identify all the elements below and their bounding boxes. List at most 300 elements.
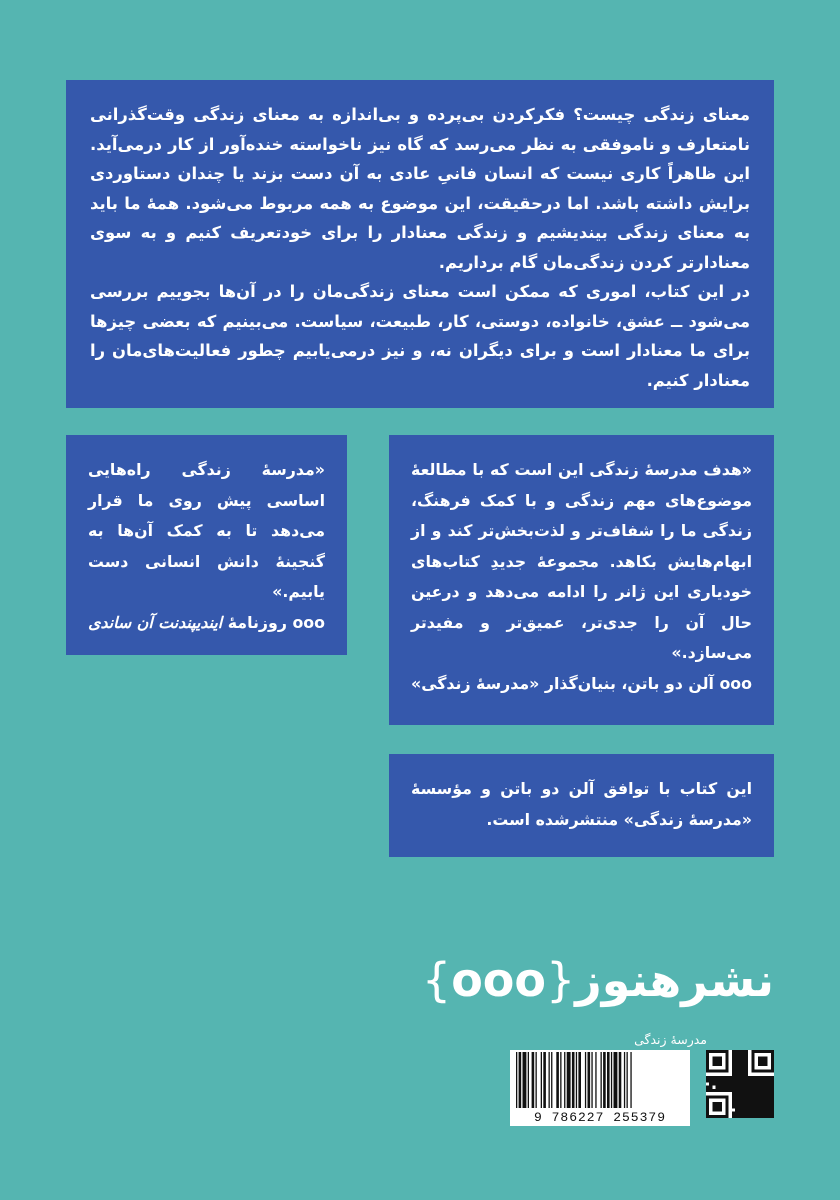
qr-module <box>732 1079 735 1082</box>
qr-module <box>758 1086 761 1089</box>
qr-module <box>735 1112 738 1115</box>
qr-module <box>719 1105 722 1108</box>
barcode-bar <box>516 1052 517 1108</box>
qr-module <box>761 1050 764 1053</box>
qr-module <box>722 1089 725 1092</box>
qr-module <box>735 1115 738 1118</box>
qr-module <box>768 1092 771 1095</box>
qr-module <box>764 1082 767 1085</box>
qr-module <box>768 1076 771 1079</box>
qr-module <box>716 1086 719 1089</box>
qr-module <box>761 1056 764 1059</box>
qr-module <box>755 1105 758 1108</box>
qr-module <box>742 1112 745 1115</box>
qr-module <box>706 1115 709 1118</box>
qr-module <box>712 1082 715 1085</box>
qr-module <box>768 1112 771 1115</box>
quote-de-botton-attribution: ooo آلن دو باتن، بنیان‌گذار «مدرسهٔ زندگی» <box>411 673 752 693</box>
qr-module <box>764 1069 767 1072</box>
qr-module <box>758 1089 761 1092</box>
qr-module <box>742 1063 745 1066</box>
qr-module <box>716 1082 719 1085</box>
qr-module <box>764 1092 767 1095</box>
qr-module <box>745 1102 748 1105</box>
qr-module <box>738 1053 741 1056</box>
qr-module <box>771 1095 774 1098</box>
qr-module <box>742 1105 745 1108</box>
qr-module <box>764 1095 767 1098</box>
qr-module <box>745 1115 748 1118</box>
qr-module <box>761 1112 764 1115</box>
qr-module <box>771 1082 774 1085</box>
qr-module <box>732 1089 735 1092</box>
qr-module <box>732 1056 735 1059</box>
qr-module <box>738 1112 741 1115</box>
qr-module <box>725 1079 728 1082</box>
qr-module <box>761 1108 764 1111</box>
qr-module <box>768 1095 771 1098</box>
qr-module <box>706 1102 709 1105</box>
qr-module <box>709 1076 712 1079</box>
barcode-bar <box>607 1052 610 1108</box>
qr-module <box>755 1086 758 1089</box>
qr-module <box>725 1076 728 1079</box>
qr-module <box>712 1095 715 1098</box>
qr-module <box>738 1063 741 1066</box>
qr-module <box>761 1115 764 1118</box>
qr-module <box>745 1063 748 1066</box>
qr-module <box>745 1069 748 1072</box>
qr-module <box>716 1089 719 1092</box>
qr-module <box>706 1069 709 1072</box>
qr-module <box>761 1060 764 1063</box>
qr-module <box>748 1092 751 1095</box>
qr-module <box>722 1086 725 1089</box>
qr-module <box>735 1086 738 1089</box>
qr-module <box>751 1102 754 1105</box>
qr-module <box>738 1050 741 1053</box>
qr-module <box>712 1063 715 1066</box>
qr-module <box>771 1050 774 1053</box>
barcode-bar <box>560 1052 561 1108</box>
qr-module <box>716 1102 719 1105</box>
qr-module <box>712 1108 715 1111</box>
qr-module <box>732 1086 735 1089</box>
qr-module <box>758 1069 761 1072</box>
qr-module <box>732 1095 735 1098</box>
qr-module <box>735 1050 738 1053</box>
qr-module <box>758 1092 761 1095</box>
qr-module <box>751 1056 754 1059</box>
qr-module <box>719 1086 722 1089</box>
qr-module <box>755 1108 758 1111</box>
qr-module <box>725 1086 728 1089</box>
qr-module <box>745 1082 748 1085</box>
qr-module <box>748 1105 751 1108</box>
qr-module <box>742 1069 745 1072</box>
qr-module <box>768 1069 771 1072</box>
qr-module <box>758 1050 761 1053</box>
qr-module <box>725 1102 728 1105</box>
barcode-bar <box>627 1052 628 1108</box>
qr-module <box>745 1108 748 1111</box>
barcode-bar <box>611 1052 612 1108</box>
qr-module <box>732 1076 735 1079</box>
barcode-bar <box>523 1052 527 1108</box>
qr-module <box>735 1089 738 1092</box>
qr-module <box>771 1076 774 1079</box>
qr-module <box>735 1073 738 1076</box>
qr-module <box>748 1086 751 1089</box>
qr-module <box>755 1069 758 1072</box>
qr-module <box>745 1089 748 1092</box>
qr-module <box>742 1073 745 1076</box>
qr-module <box>742 1095 745 1098</box>
qr-module <box>751 1105 754 1108</box>
qr-module <box>716 1108 719 1111</box>
qr-module <box>735 1108 738 1111</box>
qr-module <box>719 1060 722 1063</box>
qr-module <box>712 1076 715 1079</box>
qr-module <box>745 1086 748 1089</box>
qr-module <box>706 1050 709 1053</box>
qr-module <box>755 1079 758 1082</box>
qr-module <box>732 1105 735 1108</box>
qr-module <box>742 1056 745 1059</box>
barcode-bar <box>536 1052 537 1108</box>
license-text: این کتاب با توافق آلن دو باتن و مؤسسهٔ «مدرسهٔ زندگی» منتشرشده است. <box>411 779 752 829</box>
qr-module <box>761 1095 764 1098</box>
barcode-bar <box>624 1052 625 1108</box>
qr-module <box>706 1105 709 1108</box>
qr-module <box>709 1079 712 1082</box>
qr-module <box>742 1089 745 1092</box>
qr-module <box>709 1115 712 1118</box>
qr-module <box>738 1089 741 1092</box>
isbn-number: 9 786227 255379 <box>510 1110 690 1125</box>
qr-module <box>742 1053 745 1056</box>
qr-module <box>761 1089 764 1092</box>
qr-module <box>758 1112 761 1115</box>
description-paragraph-1: معنای زندگی چیست؟ فکرکردن بی‌پرده و بی‌اندازه به معنای زندگی وقت‌گذرانی نامتعارف و ناموفقی به نظر می‌رسد که گاه نیز ناخواسته خنده‌آور از کار درمی‌آید. این ظاهراً کاری نیست که انسان فانیِ عادی به آن دست بزند یا چندان دستاوردی برایش داشته باشد. اما درحقیقت، این موضوع به همه مربوط می‌شود. همهٔ ما باید به معنای زندگی بیندیشیم و زندگی معنادار را برای خودتعریف کنیم و به سوی معنادارتر کردن زندگی‌مان گام برداریم. <box>90 105 750 272</box>
qr-module <box>761 1063 764 1066</box>
qr-module <box>751 1112 754 1115</box>
qr-module <box>738 1095 741 1098</box>
barcode-bar <box>519 1052 522 1108</box>
qr-module <box>716 1095 719 1098</box>
logo-mark: ooo <box>451 953 547 1007</box>
qr-module <box>751 1095 754 1098</box>
qr-module <box>725 1108 728 1111</box>
barcode-bar <box>603 1052 606 1108</box>
attribution-source: ایندیپندنت آن ساندی <box>88 612 223 632</box>
qr-module <box>745 1066 748 1069</box>
qr-module <box>758 1102 761 1105</box>
barcode-bar <box>630 1052 631 1108</box>
qr-module <box>764 1089 767 1092</box>
qr-module <box>732 1063 735 1066</box>
qr-module <box>735 1053 738 1056</box>
quote-independent-text: «مدرسهٔ زندگی راه‌هایی اساسی پیش روی ما قرار می‌دهد تا به کمک آن‌ها به گنجینهٔ دانش انسانی دست یابیم.» <box>88 460 325 601</box>
qr-module <box>751 1086 754 1089</box>
barcode-bar <box>564 1052 565 1108</box>
qr-module <box>751 1099 754 1102</box>
qr-module <box>719 1079 722 1082</box>
qr-module <box>719 1095 722 1098</box>
qr-module <box>712 1079 715 1082</box>
qr-module <box>722 1069 725 1072</box>
barcode-bar <box>528 1052 529 1108</box>
qr-module <box>748 1076 751 1079</box>
qr-module <box>771 1069 774 1072</box>
qr-module <box>706 1099 709 1102</box>
qr-module <box>735 1082 738 1085</box>
qr-module <box>738 1069 741 1072</box>
qr-module <box>716 1069 719 1072</box>
qr-module <box>706 1086 709 1089</box>
qr-module <box>761 1086 764 1089</box>
description-panel <box>66 80 774 408</box>
qr-module <box>712 1089 715 1092</box>
qr-module <box>716 1079 719 1082</box>
qr-module <box>761 1099 764 1102</box>
qr-module <box>712 1115 715 1118</box>
qr-module <box>725 1063 728 1066</box>
qr-module <box>712 1060 715 1063</box>
qr-module <box>712 1050 715 1053</box>
qr-module <box>738 1115 741 1118</box>
qr-module <box>761 1069 764 1072</box>
qr-module <box>764 1076 767 1079</box>
qr-module <box>768 1086 771 1089</box>
qr-module <box>716 1050 719 1053</box>
qr-module <box>771 1112 774 1115</box>
qr-module <box>745 1053 748 1056</box>
qr-module <box>755 1095 758 1098</box>
qr-module <box>716 1105 719 1108</box>
qr-module <box>719 1108 722 1111</box>
qr-module <box>768 1105 771 1108</box>
qr-module <box>725 1112 728 1115</box>
qr-module <box>745 1073 748 1076</box>
qr-module <box>758 1108 761 1111</box>
description-paragraph-2: در این کتاب، اموری که ممکن است معنای زندگی‌مان را در آن‌ها بجوییم بررسی می‌شود ــ عشق، خانواده، دوستی، کار، طبیعت، سیاست. می‌بینیم که بعضی چیزها برای ما معنادار است و برای دیگران نه، و نیز درمی‌یابیم چطور فعالیت‌های‌مان را معنادار کنیم. <box>90 282 750 390</box>
barcode-bars <box>510 1050 690 1110</box>
qr-module <box>735 1063 738 1066</box>
qr-module <box>771 1105 774 1108</box>
barcode-bar <box>595 1052 596 1108</box>
barcode-bar <box>578 1052 581 1108</box>
qr-module <box>771 1056 774 1059</box>
qr-module <box>716 1060 719 1063</box>
qr-module <box>764 1086 767 1089</box>
qr-module <box>725 1082 728 1085</box>
qr-module <box>706 1076 709 1079</box>
qr-module <box>771 1092 774 1095</box>
barcode-bar <box>549 1052 550 1108</box>
qr-module <box>768 1089 771 1092</box>
qr-module <box>771 1079 774 1082</box>
publisher-logo <box>422 952 774 1008</box>
qr-module <box>719 1115 722 1118</box>
qr-module <box>758 1079 761 1082</box>
qr-module <box>712 1069 715 1072</box>
qr-module <box>771 1089 774 1092</box>
qr-module <box>709 1050 712 1053</box>
qr-module <box>755 1112 758 1115</box>
qr-module <box>742 1092 745 1095</box>
qr-module <box>768 1050 771 1053</box>
barcode-bar <box>601 1052 602 1108</box>
qr-module <box>738 1079 741 1082</box>
qr-module <box>745 1105 748 1108</box>
barcode-bar <box>543 1052 546 1108</box>
qr-module <box>719 1056 722 1059</box>
imprint-label: مدرسهٔ زندگی <box>634 1032 707 1047</box>
qr-module <box>722 1079 725 1082</box>
barcode-bar <box>614 1052 618 1108</box>
qr-module <box>735 1066 738 1069</box>
qr-module <box>725 1066 728 1069</box>
publisher-name: نشرهنوز <box>575 953 774 1007</box>
qr-module <box>719 1076 722 1079</box>
qr-module <box>706 1089 709 1092</box>
qr-module <box>738 1086 741 1089</box>
qr-module <box>732 1073 735 1076</box>
quote-independent-attribution <box>88 608 325 639</box>
qr-module <box>748 1082 751 1085</box>
qr-module <box>764 1079 767 1082</box>
qr-module <box>732 1099 735 1102</box>
qr-module <box>771 1099 774 1102</box>
qr-module <box>706 1095 709 1098</box>
qr-code-pattern <box>706 1050 774 1118</box>
qr-module <box>771 1115 774 1118</box>
qr-module <box>732 1115 735 1118</box>
qr-module <box>725 1115 728 1118</box>
qr-module <box>706 1060 709 1063</box>
qr-module <box>745 1076 748 1079</box>
qr-module <box>751 1063 754 1066</box>
qr-module <box>709 1086 712 1089</box>
qr-module <box>758 1115 761 1118</box>
qr-module <box>735 1076 738 1079</box>
barcode-bar <box>585 1052 586 1108</box>
qr-module <box>764 1056 767 1059</box>
qr-module <box>735 1092 738 1095</box>
qr-module <box>712 1056 715 1059</box>
qr-module <box>751 1076 754 1079</box>
qr-module <box>751 1089 754 1092</box>
qr-module <box>719 1063 722 1066</box>
qr-module <box>722 1115 725 1118</box>
quote-de-botton-panel <box>389 435 774 725</box>
qr-module <box>748 1115 751 1118</box>
qr-module <box>755 1115 758 1118</box>
qr-module <box>738 1102 741 1105</box>
qr-module <box>729 1076 732 1079</box>
qr-module <box>735 1102 738 1105</box>
qr-module <box>709 1069 712 1072</box>
qr-module <box>771 1108 774 1111</box>
qr-module <box>751 1066 754 1069</box>
qr-module <box>748 1102 751 1105</box>
qr-module <box>751 1060 754 1063</box>
qr-module <box>764 1099 767 1102</box>
qr-module <box>725 1050 728 1053</box>
qr-module <box>706 1056 709 1059</box>
qr-module <box>706 1079 709 1082</box>
qr-module <box>761 1082 764 1085</box>
qr-module <box>738 1056 741 1059</box>
qr-module <box>751 1053 754 1056</box>
qr-module <box>719 1082 722 1085</box>
logo-brace-close: } <box>421 953 452 1007</box>
barcode-bar <box>551 1052 552 1108</box>
qr-module <box>748 1099 751 1102</box>
qr-module <box>732 1050 735 1053</box>
qr-module <box>761 1079 764 1082</box>
barcode <box>510 1050 690 1126</box>
qr-module <box>764 1112 767 1115</box>
qr-module <box>722 1050 725 1053</box>
logo-brace-open: { <box>546 953 576 1007</box>
qr-module <box>755 1102 758 1105</box>
qr-module <box>725 1089 728 1092</box>
barcode-bar <box>576 1052 577 1108</box>
barcode-bar <box>588 1052 591 1108</box>
qr-module <box>768 1099 771 1102</box>
qr-module <box>732 1060 735 1063</box>
qr-module <box>722 1095 725 1098</box>
qr-module <box>751 1079 754 1082</box>
qr-module <box>764 1050 767 1053</box>
qr-module <box>735 1105 738 1108</box>
qr-module <box>751 1050 754 1053</box>
qr-module <box>742 1066 745 1069</box>
qr-module <box>748 1079 751 1082</box>
qr-module <box>755 1099 758 1102</box>
qr-module <box>751 1069 754 1072</box>
qr-module <box>742 1086 745 1089</box>
qr-module <box>761 1092 764 1095</box>
qr-module <box>706 1108 709 1111</box>
qr-module <box>764 1105 767 1108</box>
qr-module <box>706 1063 709 1066</box>
qr-module <box>738 1066 741 1069</box>
qr-module <box>758 1099 761 1102</box>
qr-module <box>758 1056 761 1059</box>
qr-module <box>771 1102 774 1105</box>
qr-module <box>771 1066 774 1069</box>
barcode-bar <box>556 1052 559 1108</box>
qr-module <box>742 1079 745 1082</box>
qr-module <box>725 1069 728 1072</box>
qr-module <box>735 1056 738 1059</box>
qr-module <box>738 1060 741 1063</box>
qr-module <box>751 1092 754 1095</box>
qr-module <box>742 1102 745 1105</box>
qr-module <box>745 1060 748 1063</box>
qr-module <box>712 1105 715 1108</box>
qr-module <box>732 1066 735 1069</box>
qr-module <box>712 1102 715 1105</box>
qr-module <box>725 1105 728 1108</box>
qr-module <box>748 1108 751 1111</box>
qr-module <box>725 1053 728 1056</box>
qr-module <box>745 1099 748 1102</box>
qr-module <box>706 1112 709 1115</box>
